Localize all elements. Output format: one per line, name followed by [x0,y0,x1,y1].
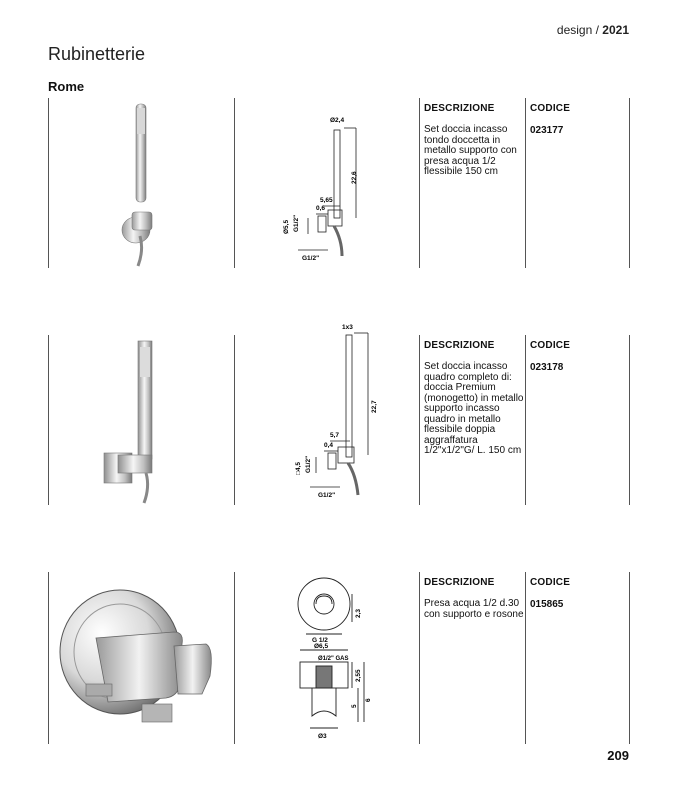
description-label: DESCRIZIONE [424,340,495,351]
divider [525,98,526,268]
dim-label: 0,6 [316,205,326,212]
divider [629,98,630,268]
section-title: Rubinetterie [48,44,146,64]
divider [629,572,630,744]
dim-label: 2,3 [355,608,362,618]
series-title: Rome [48,79,85,94]
dim-label: G1/2" [305,455,312,473]
divider [48,572,49,744]
product-description: Set doccia incasso quadro completo di: doccia Premium (monogetto) in metallo supporto incasso quadro in metallo flessibile doppia aggraffatura 1/2"x1/2"G/ L. 150 cm [424,361,524,456]
page-number: 209 [607,748,629,763]
product-row-3 [48,572,630,744]
description-label: DESCRIZIONE [424,577,495,588]
divider [525,335,526,505]
product-photo-square-shower-set [98,337,178,505]
technical-drawing-2 [272,323,382,513]
divider [419,98,420,268]
dim-label: 22,7 [371,400,378,413]
dim-label: 5 [351,704,358,708]
divider [48,98,49,268]
code-label: CODICE [530,577,571,588]
code-label: CODICE [530,103,571,114]
dim-label: 5,7 [330,432,340,439]
product-code: 023178 [530,362,564,373]
page-header [557,23,629,37]
dim-label: Ø6,5 [314,643,329,650]
dim-label: G1/2" [293,214,300,232]
divider [48,335,49,505]
dim-label: 1x3 [342,324,353,331]
divider [419,335,420,505]
dim-label: Ø2,4 [330,117,345,124]
dim-label: Ø5,5 [283,219,290,234]
dim-label: □4,5 [295,462,302,475]
product-code: 023177 [530,125,564,136]
header-year: 2021 [602,23,629,37]
product-row-2 [48,324,630,505]
product-photo-round-shower-set [96,100,176,268]
divider [525,572,526,744]
dim-label: 22,6 [351,171,358,184]
description-label: DESCRIZIONE [424,103,495,114]
product-code: 015865 [530,599,564,610]
code-label: CODICE [530,340,571,351]
product-photo-water-outlet [56,588,232,728]
dim-label: G1/2" [318,492,336,499]
dim-label: 6 [365,698,372,702]
dim-label: G1/2" [302,255,320,262]
product-row-1 [48,98,630,268]
dim-label: G 1/2 [312,637,328,644]
technical-drawing-3 [288,576,378,744]
dim-label: Ø3 [318,733,327,740]
dim-label: 5,65 [320,197,333,204]
header-prefix: design / [556,23,599,37]
divider [234,98,235,268]
divider [629,335,630,505]
divider [419,572,420,744]
product-description: Presa acqua 1/2 d.30 con supporto e rosone [424,598,524,620]
dim-label: Ø1/2" GAS [318,656,349,662]
product-description: Set doccia incasso tondo doccetta in metallo supporto con presa acqua 1/2 flessibile 150 cm [424,124,517,177]
dim-label: 2,55 [355,669,362,682]
divider [234,335,235,505]
technical-drawing-1 [278,108,368,268]
dim-label: 0,4 [324,442,334,449]
divider [234,572,235,744]
